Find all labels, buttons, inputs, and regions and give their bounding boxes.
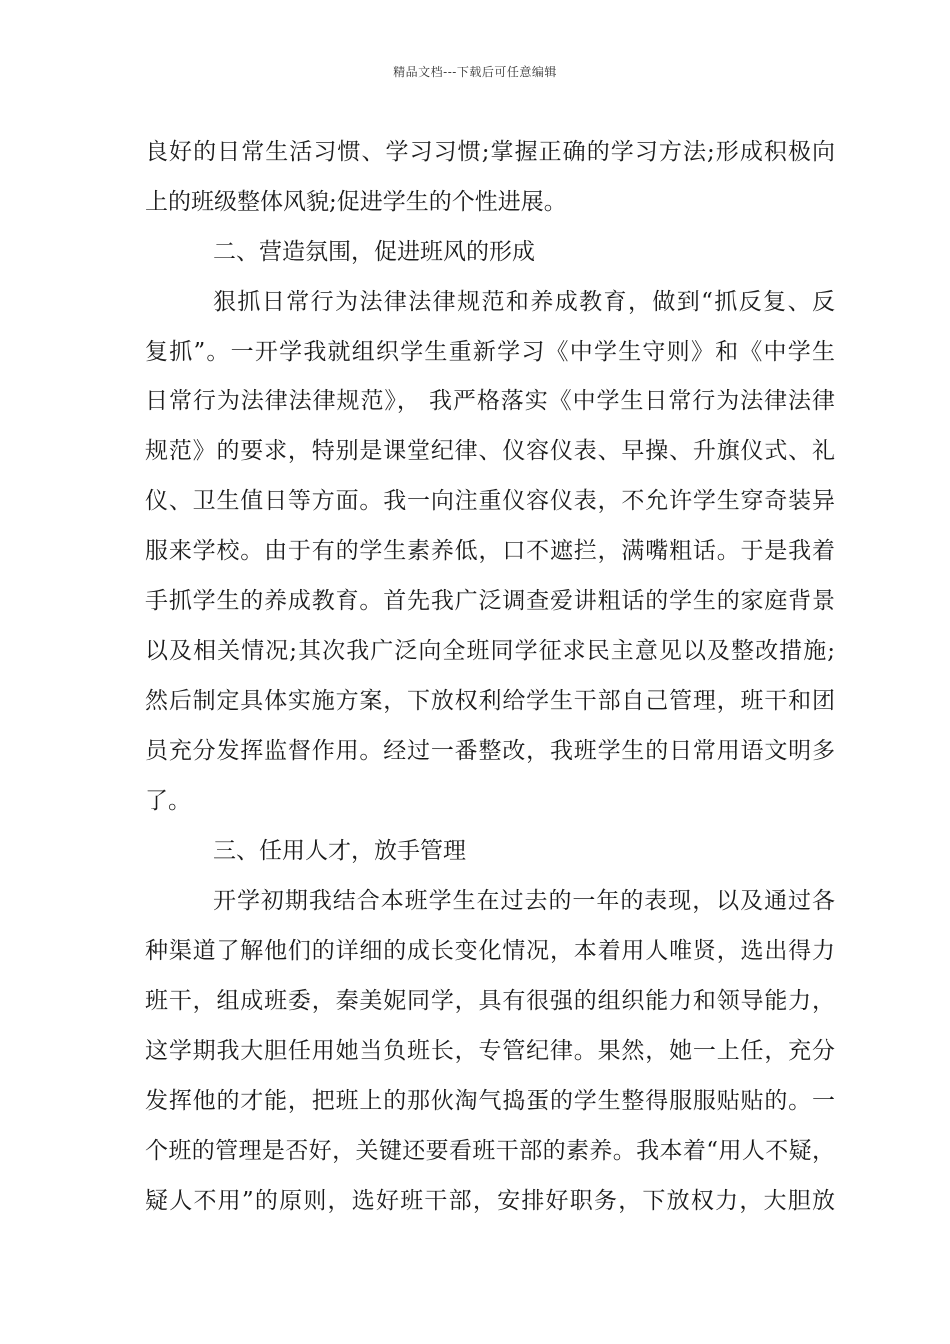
paragraph-line: 个班的管理是否好，关键还要看班干部的素养。我本着“用人不疑， [145,1138,835,1164]
section-heading: 三、任用人才，放手管理 [213,838,466,864]
page-header: 精品文档---下载后可任意编辑 [393,65,557,79]
paragraph-line: 了。 [145,788,191,814]
paragraph-line: 良好的日常生活习惯、学习习惯;掌握正确的学习方法;形成积极向 [145,139,835,165]
paragraph-line: 员充分发挥监督作用。经过一番整改，我班学生的日常用语文明多 [145,738,835,764]
paragraph-line: 发挥他的才能，把班上的那伙淘气捣蛋的学生整得服服贴贴的。一 [145,1088,835,1114]
paragraph-line: 上的班级整体风貌;促进学生的个性进展。 [145,189,567,215]
paragraph-line: 这学期我大胆任用她当负班长，专管纪律。果然，她一上任，充分 [145,1038,835,1064]
paragraph-line: 疑人不用”的原则，选好班干部，安排好职务，下放权力，大胆放 [145,1188,835,1214]
paragraph-line: 日常行为法律法律规范》， 我严格落实《中学生日常行为法律法律 [145,388,835,414]
paragraph-line: 规范》的要求，特别是课堂纪律、仪容仪表、早操、升旗仪式、礼 [145,438,835,464]
paragraph-line: 然后制定具体实施方案，下放权利给学生干部自己管理，班干和团 [145,688,835,714]
paragraph-line: 手抓学生的养成教育。首先我广泛调查爱讲粗话的学生的家庭背景 [145,588,835,614]
section-heading: 二、营造氛围，促进班风的形成 [213,239,535,265]
paragraph-line: 服来学校。由于有的学生素养低，口不遮拦，满嘴粗话。于是我着 [145,538,835,564]
paragraph-line: 班干，组成班委，秦美妮同学，具有很强的组织能力和领导能力， [145,988,835,1014]
paragraph-line: 种渠道了解他们的详细的成长变化情况，本着用人唯贤，选出得力 [145,938,835,964]
paragraph-line: 仪、卫生值日等方面。我一向注重仪容仪表，不允许学生穿奇装异 [145,488,835,514]
paragraph-line: 复抓”。一开学我就组织学生重新学习《中学生守则》和《中学生 [145,339,835,365]
paragraph-line: 狠抓日常行为法律法律规范和养成教育，做到“抓反复、反 [213,289,835,315]
paragraph-line: 以及相关情况;其次我广泛向全班同学征求民主意见以及整改措施; [145,638,835,664]
paragraph-line: 开学初期我结合本班学生在过去的一年的表现，以及通过各 [213,888,835,914]
